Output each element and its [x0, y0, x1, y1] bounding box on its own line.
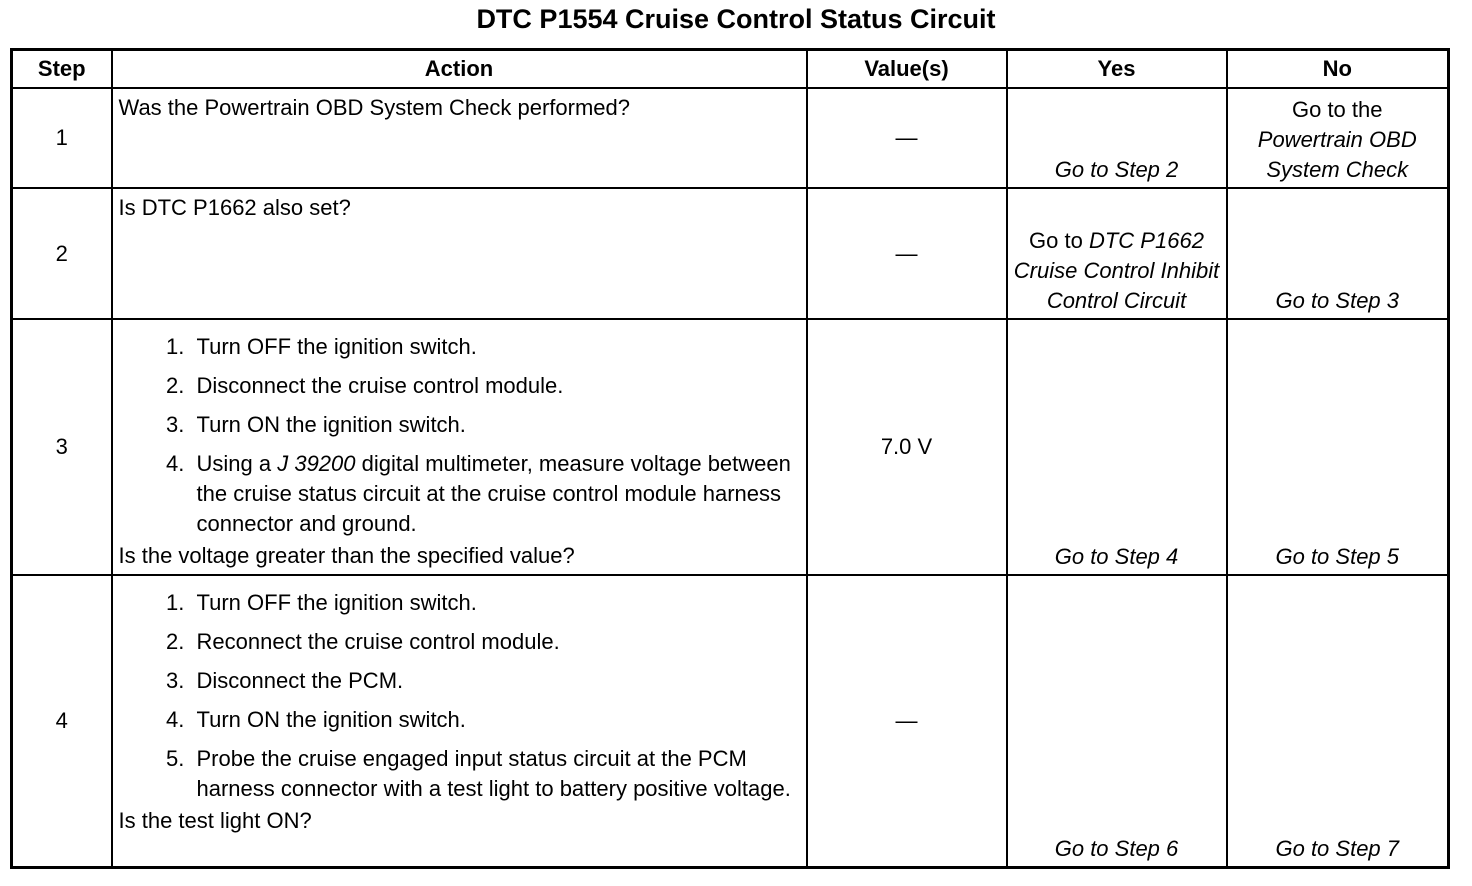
table-row	[12, 319, 1449, 575]
step-number: 2	[12, 188, 112, 319]
action-text: Is DTC P1662 also set?	[112, 188, 807, 319]
step-number: 4	[12, 575, 112, 867]
action-cell	[112, 575, 807, 867]
list-item	[191, 449, 798, 539]
list-item: 2. Disconnect the cruise control module.	[191, 371, 798, 401]
no-link[interactable]: Go to Step 5	[1227, 319, 1449, 575]
list-item: 3. Turn ON the ignition switch.	[191, 410, 798, 440]
table-header-row	[12, 50, 1449, 89]
yes-link[interactable]: Go to Step 6	[1007, 575, 1227, 867]
item-text: Using a	[196, 451, 272, 476]
page-title: DTC P1554 Cruise Control Status Circuit	[476, 4, 996, 34]
diagnostic-table	[10, 48, 1450, 869]
tool-name: J 39200	[277, 451, 356, 476]
header-yes: Yes	[1007, 50, 1227, 89]
item-text: digital multimeter, measure voltage between the cruise status circuit at the cruise control module harness connector and ground.	[196, 451, 791, 536]
list-item: 1. Turn OFF the ignition switch.	[191, 332, 798, 362]
yes-link[interactable]: Go to Step 4	[1007, 319, 1227, 575]
no-link[interactable]: Powertrain OBD System Check	[1257, 127, 1417, 182]
no-link[interactable]: Go to Step 3	[1227, 188, 1449, 319]
value-cell: 7.0 V	[807, 319, 1007, 575]
yes-link[interactable]: Go to Step 2	[1007, 88, 1227, 188]
no-prefix: Go to the	[1291, 97, 1383, 122]
procedure-list	[119, 332, 798, 539]
header-no: No	[1227, 50, 1449, 89]
step-number: 3	[12, 319, 112, 575]
value-cell: —	[807, 188, 1007, 319]
header-action: Action	[112, 50, 807, 89]
header-step: Step	[12, 50, 112, 89]
procedure-list	[119, 588, 798, 804]
question-text: Is the test light ON?	[118, 808, 312, 833]
question-text: Is the voltage greater than the specified value?	[118, 543, 575, 568]
no-cell	[1227, 88, 1449, 188]
value-cell: —	[807, 88, 1007, 188]
value-cell: —	[807, 575, 1007, 867]
no-link[interactable]: Go to Step 7	[1227, 575, 1449, 867]
step-number: 1	[12, 88, 112, 188]
list-item: 1. Turn OFF the ignition switch.	[191, 588, 798, 618]
list-item: 4. Turn ON the ignition switch.	[191, 705, 798, 735]
table-row	[12, 188, 1449, 319]
header-values: Value(s)	[807, 50, 1007, 89]
yes-cell	[1007, 188, 1227, 319]
action-text: Was the Powertrain OBD System Check performed?	[112, 88, 807, 188]
table-row	[12, 88, 1449, 188]
table-row	[12, 575, 1449, 867]
list-item: 2. Reconnect the cruise control module.	[191, 627, 798, 657]
action-cell	[112, 319, 807, 575]
list-item: 5. Probe the cruise engaged input status circuit at the PCM harness connector with a test light to battery positive voltage.	[191, 744, 798, 804]
yes-link[interactable]: DTC P1662 Cruise Control Inhibit Control Circuit	[1013, 228, 1220, 313]
yes-prefix: Go to	[1029, 228, 1083, 253]
list-item: 3. Disconnect the PCM.	[191, 666, 798, 696]
